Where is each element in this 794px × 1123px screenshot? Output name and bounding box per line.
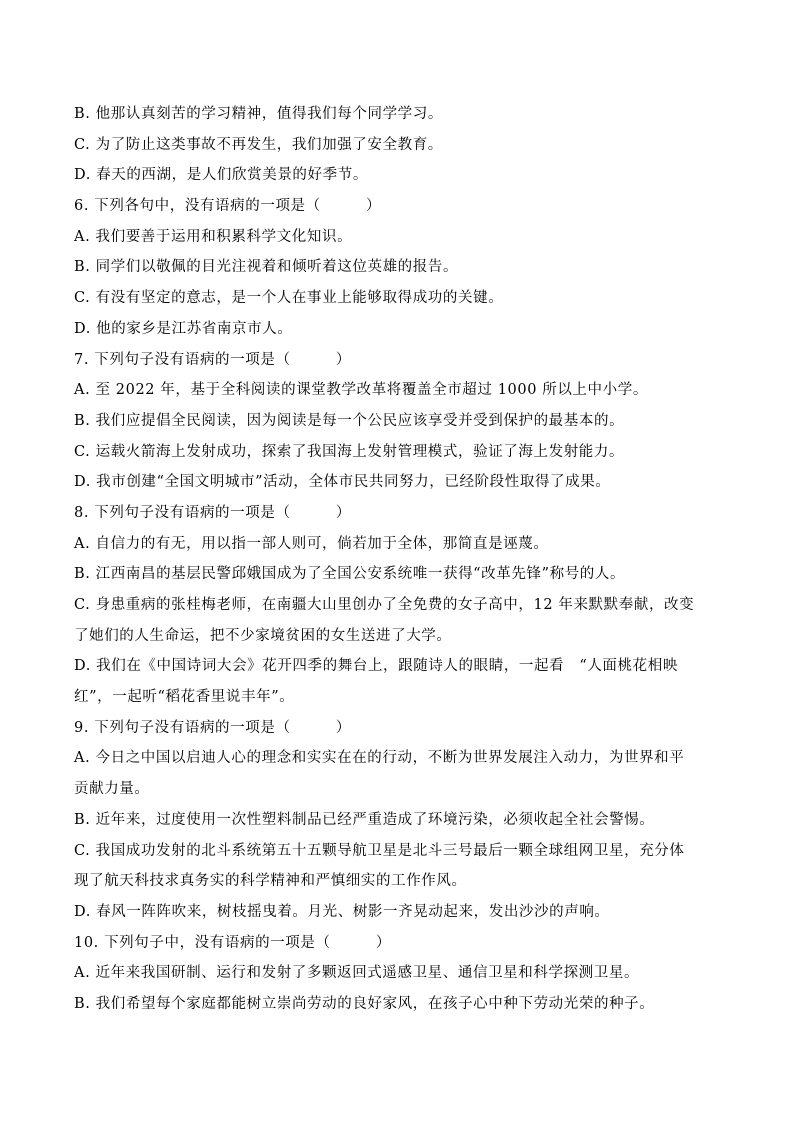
- option-line: D. 他的家乡是江苏省南京市人。: [74, 320, 293, 337]
- option-line: B. 我们希望每个家庭都能树立崇尚劳动的良好家风，在孩子心中种下劳动光荣的种子。: [74, 995, 655, 1012]
- option-continuation-line: 贡献力量。: [74, 781, 150, 798]
- question-7-stem: 7. 下列句子没有语病的一项是（ ）: [74, 351, 351, 368]
- option-line: B. 江西南昌的基层民警邱娥国成为了全国公安系统唯一获得“改革先锋”称号的人。: [74, 566, 626, 583]
- option-line: A. 至 2022 年，基于全科阅读的课堂教学改革将覆盖全市超过 1000 所以上中小学。: [74, 382, 648, 399]
- option-line: C. 为了防止这类事故不再发生，我们加强了安全教育。: [74, 136, 443, 153]
- option-line: D. 春风一阵阵吹来，树枝摇曳着。月光、树影一齐晃动起来，发出沙沙的声响。: [74, 903, 610, 920]
- question-6-stem: 6. 下列各句中，没有语病的一项是（ ）: [74, 198, 382, 215]
- document-body: [74, 99, 726, 1020]
- option-line: A. 自信力的有无，用以指一部人则可，倘若加于全体，那简直是诬蔑。: [74, 535, 549, 552]
- option-line: A. 我们要善于运用和积累科学文化知识。: [74, 228, 353, 245]
- option-line: D. 我市创建“全国文明城市”活动，全体市民共同努力，已经阶段性取得了成果。: [74, 474, 611, 491]
- question-10-stem: 10. 下列句子中，没有语病的一项是（ ）: [74, 934, 391, 951]
- option-line: C. 我国成功发射的北斗系统第五十五颗导航卫星是北斗三号最后一颗全球组网卫星，充分体: [74, 842, 685, 859]
- option-line: B. 同学们以敬佩的目光注视着和倾听着这位英雄的报告。: [74, 259, 459, 276]
- option-line: A. 今日之中国以启迪人心的理念和实实在在的行动，不断为世界发展注入动力，为世界和平: [74, 750, 685, 767]
- question-9-stem: 9. 下列句子没有语病的一项是（ ）: [74, 719, 351, 736]
- option-line: B. 他那认真刻苦的学习精神，值得我们每个同学学习。: [74, 106, 443, 122]
- option-line: B. 近年来，过度使用一次性塑料制品已经严重造成了环境污染，必须收起全社会警惕。: [74, 811, 655, 828]
- option-continuation-line: 了她们的人生命运，把不少家境贫困的女生送进了大学。: [74, 627, 452, 644]
- option-continuation-line: 现了航天科技求真务实的科学精神和严慎细实的工作作风。: [74, 873, 467, 890]
- option-line: A. 近年来我国研制、运行和发射了多颗返回式遥感卫星、通信卫星和科学探测卫星。: [74, 965, 640, 982]
- option-line: C. 有没有坚定的意志，是一个人在事业上能够取得成功的关键。: [74, 290, 504, 307]
- option-line: B. 我们应提倡全民阅读，因为阅读是每一个公民应该享受并受到保护的最基本的。: [74, 412, 625, 429]
- option-line: C. 运载火箭海上发射成功，探索了我国海上发射管理模式，验证了海上发射能力。: [74, 443, 625, 460]
- option-line: D. 春天的西湖，是人们欣赏美景的好季节。: [74, 167, 368, 184]
- option-line: C. 身患重病的张桂梅老师，在南疆大山里创办了全免费的女子高中，12 年来默默奉献，改变: [74, 597, 695, 613]
- option-line: D. 我们在《中国诗词大会》花开四季的舞台上，跟随诗人的眼睛，一起看 “人面桃花相映: [74, 658, 678, 675]
- question-8-stem: 8. 下列句子没有语病的一项是（ ）: [74, 504, 351, 521]
- option-continuation-line: 红”，一起听“稻花香里说丰年”。: [74, 689, 295, 706]
